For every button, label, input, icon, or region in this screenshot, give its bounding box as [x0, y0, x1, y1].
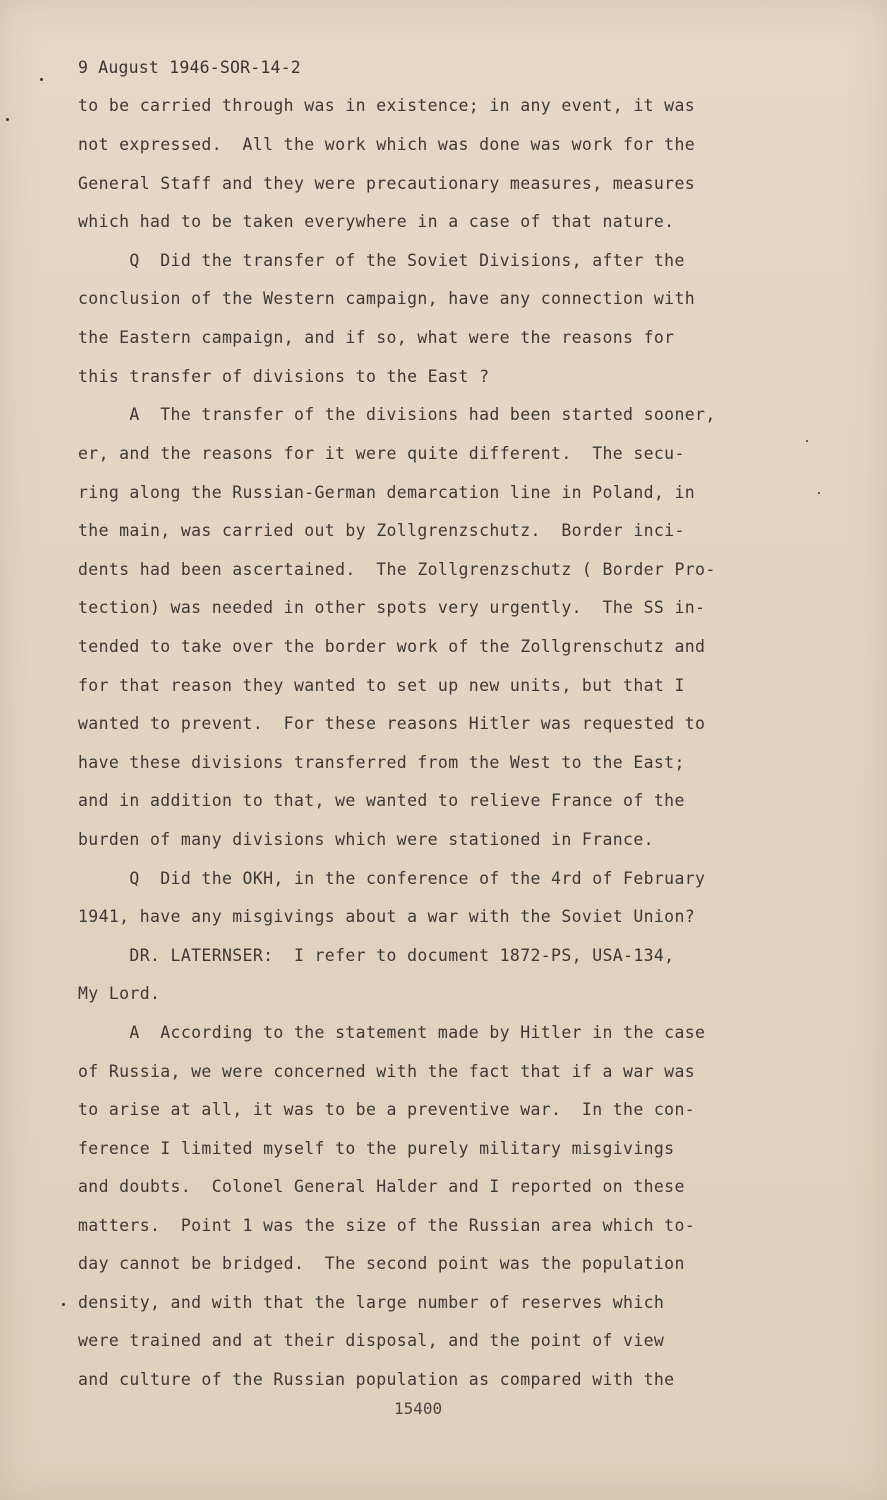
text-line: matters. Point 1 was the size of the Russian area which to- — [78, 1216, 696, 1235]
text-line: and culture of the Russian population as compared with the — [78, 1370, 675, 1389]
text-line: er, and the reasons for it were quite different. The secu- — [78, 444, 685, 463]
text-line: to arise at all, it was to be a preventive war. In the con- — [78, 1100, 696, 1119]
ink-speck — [818, 492, 820, 494]
text-line: 1941, have any misgivings about a war with the Soviet Union? — [78, 907, 696, 926]
text-line: and in addition to that, we wanted to relieve France of the — [78, 791, 685, 810]
text-line: of Russia, we were concerned with the fact that if a war was — [78, 1062, 696, 1081]
text-line: A The transfer of the divisions had been started sooner, — [78, 405, 716, 424]
text-line: My Lord. — [78, 984, 161, 1003]
text-line: Q Did the OKH, in the conference of the 4rd of February — [78, 869, 706, 888]
text-line: not expressed. All the work which was done was work for the — [78, 135, 696, 154]
text-line: dents had been ascertained. The Zollgrenzschutz ( Border Pro- — [78, 560, 716, 579]
text-line: General Staff and they were precautionary measures, measures — [78, 174, 696, 193]
page-number: 15400 — [394, 1399, 443, 1418]
text-line: conclusion of the Western campaign, have any connection with — [78, 289, 696, 308]
text-line: the main, was carried out by Zollgrenzschutz. Border inci- — [78, 521, 685, 540]
text-line: the Eastern campaign, and if so, what were the reasons for — [78, 328, 675, 347]
text-line: ference I limited myself to the purely military misgivings — [78, 1139, 675, 1158]
text-line: A According to the statement made by Hitler in the case — [78, 1023, 706, 1042]
text-line: were trained and at their disposal, and the point of view — [78, 1331, 665, 1350]
text-line: ring along the Russian-German demarcation line in Poland, in — [78, 483, 696, 502]
text-line: DR. LATERNSER: I refer to document 1872-PS, USA-134, — [78, 946, 675, 965]
text-line: tection) was needed in other spots very urgently. The SS in- — [78, 598, 706, 617]
ink-speck — [40, 78, 43, 81]
text-line: which had to be taken everywhere in a case of that nature. — [78, 212, 675, 231]
text-line: for that reason they wanted to set up new units, but that I — [78, 676, 685, 695]
ink-speck — [6, 118, 9, 121]
text-line: Q Did the transfer of the Soviet Divisions, after the — [78, 251, 685, 270]
text-line: wanted to prevent. For these reasons Hitler was requested to — [78, 714, 706, 733]
text-line: this transfer of divisions to the East ? — [78, 367, 490, 386]
text-line: day cannot be bridged. The second point was the population — [78, 1254, 685, 1273]
text-line: and doubts. Colonel General Halder and I reported on these — [78, 1177, 685, 1196]
text-line: to be carried through was in existence; in any event, it was — [78, 96, 696, 115]
text-line: burden of many divisions which were stationed in France. — [78, 830, 654, 849]
ink-speck — [806, 440, 808, 442]
document-header: 9 August 1946-SOR-14-2 — [78, 58, 301, 77]
ink-speck — [62, 1303, 65, 1306]
text-line: tended to take over the border work of the Zollgrenschutz and — [78, 637, 706, 656]
text-line: have these divisions transferred from the West to the East; — [78, 753, 685, 772]
text-line: density, and with that the large number of reserves which — [78, 1293, 665, 1312]
